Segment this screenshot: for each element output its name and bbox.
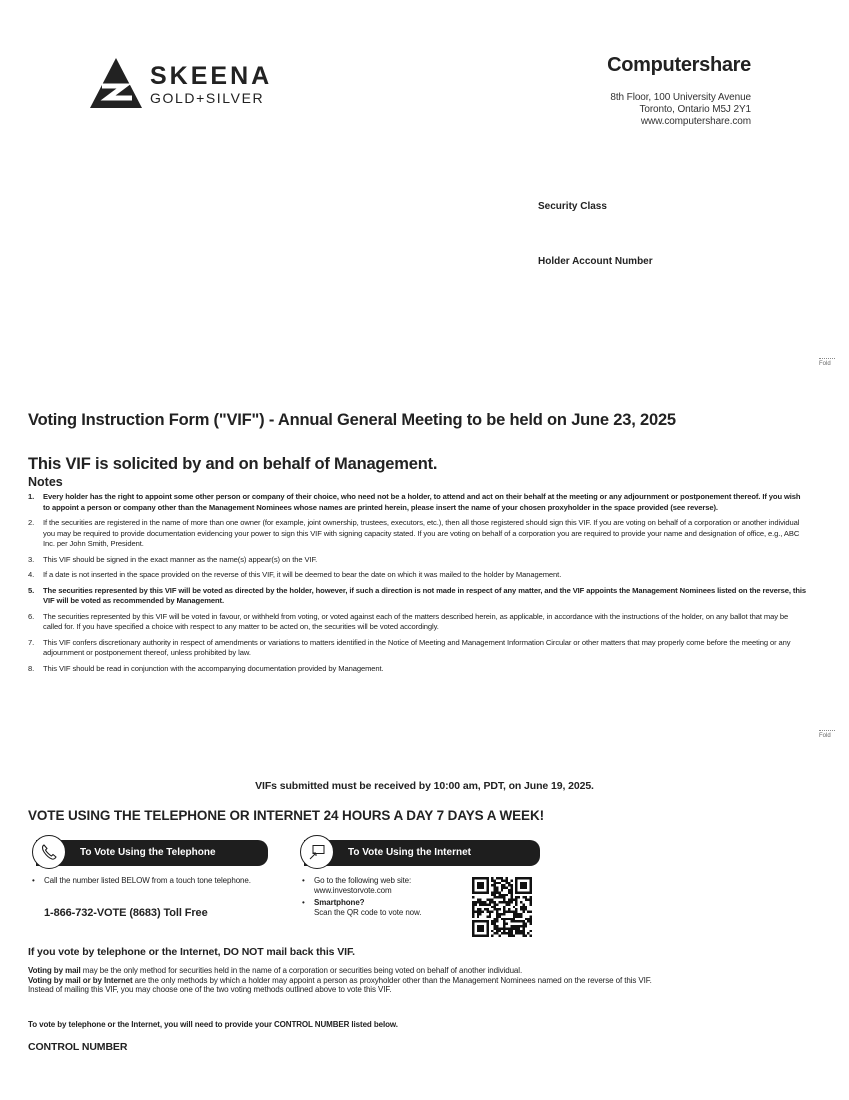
telephone-instruction: • Call the number listed BELOW from a touch tone telephone.	[30, 876, 260, 886]
telephone-number: 1-866-732-VOTE (8683) Toll Free	[44, 907, 208, 919]
no-mail-notice: If you vote by telephone or the Internet, DO NOT mail back this VIF.	[28, 946, 355, 958]
note-number: 6.	[28, 611, 35, 621]
note-item	[28, 586, 808, 607]
skeena-tagline: GOLD+SILVER	[150, 90, 265, 106]
note-number: 2.	[28, 518, 35, 527]
computershare-address	[610, 92, 751, 128]
note-number: 5.	[28, 585, 35, 595]
note-item	[28, 638, 808, 659]
phone-icon	[40, 843, 58, 861]
note-item	[28, 664, 808, 675]
smartphone-text: Scan the QR code to vote now.	[314, 908, 422, 917]
phone-icon-badge	[32, 835, 66, 869]
address-line-2: Toronto, Ontario M5J 2Y1	[639, 104, 751, 115]
monitor-cursor-icon	[308, 843, 326, 861]
fold-label: Fold	[819, 733, 831, 739]
note-item	[28, 612, 808, 633]
note-item	[28, 492, 808, 513]
internet-title: To Vote Using the Internet	[348, 847, 471, 858]
fold-dash	[819, 358, 835, 359]
internet-vote-banner	[304, 840, 540, 866]
note-text: This VIF should be signed in the exact manner as the name(s) appear(s) on the VIF.	[43, 554, 318, 564]
note-number: 3.	[28, 554, 35, 564]
note-text: If the securities are registered in the name of more than one owner (for example, joint ownership, trustees, executors, etc.), then all those registered should sign this VIF. If you are voting on behalf of a corporation or another individual you may be required to provide documentation evidencing your power to sign this VIF with signing capacity stated. If you are voting on behalf of a corporation you are required to provide your name and designation of office, e.g., ABC Inc. per John Smith, President.	[43, 518, 800, 548]
skeena-wordmark: SKEENA	[150, 62, 273, 90]
internet-instruction-text: Go to the following web site:	[314, 876, 412, 885]
fold-mark-top	[819, 358, 837, 367]
computershare-logo: Computershare	[607, 54, 751, 76]
address-line-3: www.computershare.com	[640, 116, 751, 127]
internet-text: are the only methods by which a holder may appoint a person as proxyholder other than the Management Nominees named on the reverse of this VIF.	[132, 975, 652, 985]
internet-instruction	[300, 876, 470, 896]
control-number-label: CONTROL NUMBER	[28, 1041, 128, 1053]
internet-icon-badge	[300, 835, 334, 869]
deadline-notice: VIFs submitted must be received by 10:00 am, PDT, on June 19, 2025.	[255, 780, 594, 792]
fold-dash	[819, 730, 835, 731]
note-text: The securities represented by this VIF will be voted in favour, or withheld from voting, or voted against each of the matters described herein, as applicable, in accordance with the instructions of the holder, on any ballot that may be called for. If you have specified a choice with respect to any matter to be acted on, the securities will be voted accordingly.	[43, 611, 789, 631]
voting-methods-paragraph	[28, 966, 818, 995]
telephone-title: To Vote Using the Telephone	[80, 847, 216, 858]
holder-account-label: Holder Account Number	[538, 256, 653, 267]
smartphone-instruction	[300, 898, 470, 918]
note-number: 7.	[28, 637, 35, 647]
internet-bold: Voting by mail or by Internet	[28, 975, 133, 985]
mail-bold: Voting by mail	[28, 966, 81, 975]
vote-heading: VOTE USING THE TELEPHONE OR INTERNET 24 HOURS A DAY 7 DAYS A WEEK!	[28, 808, 544, 823]
mail-text: may be the only method for securities held in the name of a corporation or securities being voted on behalf of another individual.	[80, 966, 523, 975]
note-number: 8.	[28, 663, 35, 673]
telephone-vote-banner	[36, 840, 268, 866]
note-number: 4.	[28, 570, 35, 579]
note-item	[28, 518, 808, 550]
page-title: Voting Instruction Form ("VIF") - Annual General Meeting to be held on June 23, 2025	[28, 411, 676, 429]
note-number: 1.	[28, 492, 35, 501]
skeena-mountain-icon	[88, 56, 144, 110]
mail-line	[28, 966, 818, 976]
provide-control-notice: To vote by telephone or the Internet, you will need to provide your CONTROL NUMBER listed below.	[28, 1020, 398, 1029]
note-item	[28, 555, 808, 566]
telephone-instructions	[30, 876, 260, 888]
instead-line: Instead of mailing this VIF, you may choose one of the two voting methods outlined above to vote this VIF.	[28, 985, 392, 994]
internet-line	[28, 976, 818, 986]
fold-label: Fold	[819, 361, 831, 367]
smartphone-label: Smartphone?	[314, 898, 365, 907]
note-text: This VIF confers discretionary authority in respect of amendments or variations to matters identified in the Notice of Meeting and Management Information Circular or other matters that may properly come before the meeting or any adjournment or postponement thereof, unless prohibited by law.	[43, 637, 791, 657]
skeena-logo	[88, 56, 308, 112]
note-text: If a date is not inserted in the space provided on the reverse of this VIF, it will be deemed to bear the date on which it was mailed to the holder by Management.	[43, 570, 562, 579]
note-text: This VIF should be read in conjunction with the accompanying documentation provided by Management.	[43, 663, 384, 673]
internet-instructions	[300, 876, 470, 920]
notes-heading: Notes	[28, 475, 63, 489]
notes-list	[28, 492, 808, 679]
qr-code[interactable]	[472, 877, 532, 937]
solicited-heading: This VIF is solicited by and on behalf of Management.	[28, 455, 438, 473]
note-text: The securities represented by this VIF will be voted as directed by the holder, however, if such a direction is not made in respect of any matter, and the VIF appoints the Management Nominees listed on the reverse, this VIF will be voted as recommended by Management.	[43, 585, 806, 605]
security-class-label: Security Class	[538, 201, 607, 212]
note-item	[28, 570, 808, 581]
address-line-1: 8th Floor, 100 University Avenue	[610, 92, 751, 103]
note-text: Every holder has the right to appoint some other person or company of their choice, who need not be a holder, to attend and act on their behalf at the meeting or any adjournment or postponement thereof. If you wish to appoint a person or company other than the Management Nominees whose names are printed herein, please insert the name of your chosen proxyholder in the space provided (see reverse).	[43, 492, 801, 512]
investorvote-link[interactable]: www.investorvote.com	[314, 886, 392, 895]
fold-mark-bottom	[819, 730, 837, 739]
